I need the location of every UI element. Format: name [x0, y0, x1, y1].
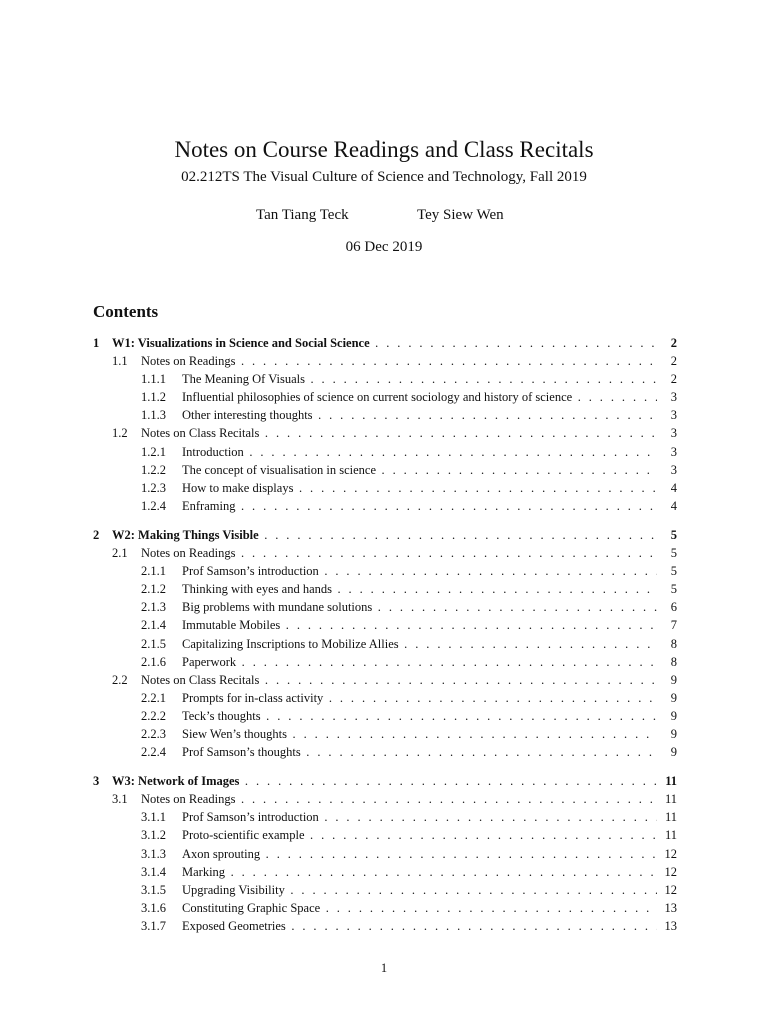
toc-entry-number: 3.1.4	[141, 864, 166, 879]
toc-entry-number: 1.2.3	[141, 480, 166, 495]
toc-subsubsection-entry[interactable]	[93, 653, 677, 671]
toc-entry-leader	[182, 899, 657, 917]
toc-entry-number: 2	[93, 527, 100, 542]
toc-entry-number: 1.2	[112, 426, 128, 441]
toc-entry-title: Prof Samson’s introduction	[182, 564, 319, 579]
toc-entry-number: 1.1.3	[141, 408, 166, 423]
toc-entry-number: 2.1.5	[141, 636, 166, 651]
toc-entry-leader	[182, 917, 657, 935]
toc-entry-leader	[182, 725, 657, 743]
toc-entry-number: 3.1.5	[141, 882, 166, 897]
toc-entry-title: Notes on Readings	[141, 546, 236, 561]
toc-entry-title: Thinking with eyes and hands	[182, 582, 332, 597]
author-name: Tey Siew Wen	[417, 207, 504, 223]
toc-subsubsection-entry[interactable]	[93, 580, 677, 598]
toc-entry-title: How to make displays	[182, 480, 294, 495]
toc-subsubsection-entry[interactable]	[93, 689, 677, 707]
toc-entry-page: 9	[670, 708, 677, 723]
toc-entry-leader	[141, 352, 657, 370]
contents-heading: Contents	[93, 302, 159, 321]
toc-entry-title: The concept of visualisation in science	[182, 462, 377, 477]
toc-subsubsection-entry[interactable]	[93, 388, 677, 406]
toc-entry-leader	[182, 443, 657, 461]
toc-entry-page: 7	[670, 618, 677, 633]
toc-subsection-entry[interactable]	[93, 352, 677, 370]
toc-entry-title: Proto-scientific example	[182, 828, 305, 843]
toc-entry-leader	[182, 808, 657, 826]
toc-subsubsection-entry[interactable]	[93, 443, 677, 461]
toc-entry-page: 12	[664, 864, 677, 879]
toc-entry-leader	[182, 406, 657, 424]
toc-entry-leader	[141, 671, 657, 689]
toc-entry-number: 2.1	[112, 546, 128, 561]
toc-entry-page: 4	[670, 480, 677, 495]
toc-entry-number: 2.1.2	[141, 582, 166, 597]
document-subtitle: 02.212TS The Visual Culture of Science and Technology, Fall 2019	[181, 169, 587, 185]
toc-entry-page: 5	[670, 564, 677, 579]
toc-entry-title: Notes on Class Recitals	[141, 426, 260, 441]
toc-entry-title: Prof Samson’s thoughts	[182, 745, 301, 760]
author-list	[0, 207, 768, 227]
toc-subsubsection-entry[interactable]	[93, 370, 677, 388]
toc-entry-number: 2.2.1	[141, 690, 166, 705]
toc-entry-page: 11	[664, 792, 677, 807]
author-name: Tan Tiang Teck	[256, 207, 349, 223]
toc-entry-title: Capitalizing Inscriptions to Mobilize Allies	[182, 636, 399, 651]
toc-subsubsection-entry[interactable]	[93, 743, 677, 761]
toc-entry-page: 12	[664, 882, 677, 897]
toc-entry-leader	[182, 461, 657, 479]
toc-subsubsection-entry[interactable]	[93, 899, 677, 917]
toc-entry-title: Introduction	[182, 444, 244, 459]
toc-entry-page: 11	[665, 774, 677, 789]
toc-entry-leader	[182, 479, 657, 497]
toc-entry-leader	[141, 544, 657, 562]
toc-entry-number: 2.2.4	[141, 745, 166, 760]
toc-entry-page: 5	[670, 546, 677, 561]
toc-subsection-entry[interactable]	[93, 544, 677, 562]
toc-entry-leader	[112, 526, 657, 544]
toc-entry-title: Constituting Graphic Space	[182, 900, 321, 915]
toc-subsubsection-entry[interactable]	[93, 406, 677, 424]
toc-entry-title: W2: Making Things Visible	[112, 527, 259, 542]
toc-entry-page: 8	[670, 654, 677, 669]
toc-entry-number: 2.2	[112, 672, 128, 687]
toc-entry-title: Immutable Mobiles	[182, 618, 281, 633]
toc-entry-page: 5	[670, 582, 677, 597]
toc-entry-leader	[182, 653, 657, 671]
toc-entry-title: Teck’s thoughts	[182, 708, 261, 723]
toc-entry-page: 3	[670, 408, 677, 423]
toc-entry-leader	[182, 580, 657, 598]
toc-entry-number: 2.1.1	[141, 564, 166, 579]
toc-section-entry[interactable]	[93, 772, 677, 790]
toc-entry-title: Other interesting thoughts	[182, 408, 313, 423]
toc-entry-title: Prompts for in-class activity	[182, 690, 324, 705]
toc-entry-title: Enframing	[182, 498, 236, 513]
toc-entry-leader	[182, 370, 657, 388]
toc-subsubsection-entry[interactable]	[93, 616, 677, 634]
toc-entry-title: Notes on Readings	[141, 792, 236, 807]
toc-entry-title: Exposed Geometries	[182, 918, 286, 933]
toc-entry-title: Notes on Class Recitals	[141, 672, 260, 687]
document-title: Notes on Course Readings and Class Recitals	[174, 137, 594, 162]
toc-subsubsection-entry[interactable]	[93, 725, 677, 743]
toc-subsection-entry[interactable]	[93, 424, 677, 442]
toc-entry-leader	[182, 826, 657, 844]
toc-entry-number: 1.1	[112, 354, 128, 369]
toc-entry-title: Notes on Readings	[141, 354, 236, 369]
toc-entry-page: 3	[670, 462, 677, 477]
toc-subsubsection-entry[interactable]	[93, 845, 677, 863]
toc-subsection-entry[interactable]	[93, 790, 677, 808]
toc-entry-page: 13	[664, 918, 677, 933]
page-number: 1	[380, 961, 388, 975]
toc-entry-number: 3.1.1	[141, 810, 166, 825]
toc-section-entry[interactable]	[93, 334, 677, 352]
toc-entry-title: Marking	[182, 864, 226, 879]
toc-entry-page: 9	[670, 690, 677, 705]
toc-entry-leader	[141, 424, 657, 442]
toc-entry-number: 1.1.1	[141, 372, 166, 387]
toc-subsubsection-entry[interactable]	[93, 479, 677, 497]
toc-entry-number: 3.1.3	[141, 846, 166, 861]
toc-entry-leader	[182, 497, 657, 515]
toc-entry-page: 11	[664, 828, 677, 843]
toc-entry-number: 3.1	[112, 792, 128, 807]
toc-subsubsection-entry[interactable]	[93, 826, 677, 844]
toc-entry-number: 1.2.1	[141, 444, 166, 459]
toc-entry-page: 2	[670, 354, 677, 369]
toc-entry-page: 3	[670, 390, 677, 405]
toc-entry-page: 8	[670, 636, 677, 651]
toc-entry-leader	[182, 863, 657, 881]
toc-entry-number: 3	[93, 774, 100, 789]
toc-subsubsection-entry[interactable]	[93, 598, 677, 616]
toc-entry-leader	[182, 881, 657, 899]
toc-entry-leader	[182, 616, 657, 634]
toc-entry-page: 2	[670, 336, 677, 350]
toc-subsubsection-entry[interactable]	[93, 497, 677, 515]
toc-entry-page: 5	[670, 527, 677, 542]
toc-section-entry[interactable]	[93, 526, 677, 544]
toc-entry-title: Influential philosophies of science on current sociology and history of science	[182, 390, 573, 405]
toc-entry-number: 2.1.4	[141, 618, 166, 633]
toc-entry-leader	[182, 388, 657, 406]
toc-subsubsection-entry[interactable]	[93, 635, 677, 653]
toc-entry-leader	[182, 707, 657, 725]
toc-entry-number: 3.1.2	[141, 828, 166, 843]
toc-entry-number: 2.1.6	[141, 654, 166, 669]
toc-entry-page: 3	[670, 444, 677, 459]
toc-entry-title: Axon sprouting	[182, 846, 261, 861]
toc-entry-page: 3	[670, 426, 677, 441]
toc-entry-number: 1.1.2	[141, 390, 166, 405]
toc-entry-page: 12	[664, 846, 677, 861]
toc-entry-title: Paperwork	[182, 654, 237, 669]
toc-entry-page: 9	[670, 726, 677, 741]
toc-entry-number: 1	[93, 336, 100, 350]
toc-entry-leader	[182, 562, 657, 580]
toc-entry-leader	[182, 635, 657, 653]
toc-entry-title: W3: Network of Images	[112, 774, 240, 789]
toc-entry-leader	[182, 845, 657, 863]
toc-subsubsection-entry[interactable]	[93, 707, 677, 725]
toc-entry-page: 2	[670, 372, 677, 387]
toc-entry-page: 4	[670, 498, 677, 513]
document-date: 06 Dec 2019	[345, 239, 423, 255]
toc-entry-title: Prof Samson’s introduction	[182, 810, 319, 825]
toc-entry-leader	[141, 790, 657, 808]
toc-entry-title: The Meaning Of Visuals	[182, 372, 305, 387]
toc-subsubsection-entry[interactable]	[93, 917, 677, 935]
toc-entry-number: 1.2.2	[141, 462, 166, 477]
toc-entry-leader	[182, 598, 657, 616]
toc-entry-page: 9	[670, 745, 677, 760]
toc-entry-number: 2.2.2	[141, 708, 166, 723]
toc-entry-page: 11	[664, 810, 677, 825]
toc-entry-page: 6	[670, 600, 677, 615]
toc-entry-number: 3.1.6	[141, 900, 166, 915]
toc-entry-title: W1: Visualizations in Science and Social Science	[112, 336, 370, 350]
toc-entry-title: Siew Wen’s thoughts	[182, 726, 288, 741]
table-of-contents	[93, 334, 677, 935]
toc-subsubsection-entry[interactable]	[93, 461, 677, 479]
toc-subsubsection-entry[interactable]	[93, 863, 677, 881]
toc-entry-page: 9	[670, 672, 677, 687]
toc-entry-number: 1.2.4	[141, 498, 166, 513]
toc-entry-number: 2.2.3	[141, 726, 166, 741]
toc-entry-number: 2.1.3	[141, 600, 166, 615]
toc-subsection-entry[interactable]	[93, 671, 677, 689]
toc-entry-leader	[112, 334, 657, 352]
toc-entry-number: 3.1.7	[141, 918, 166, 933]
toc-entry-title: Big problems with mundane solutions	[182, 600, 373, 615]
toc-entry-title: Upgrading Visibility	[182, 882, 285, 897]
toc-entry-leader	[112, 772, 657, 790]
toc-entry-leader	[182, 689, 657, 707]
toc-subsubsection-entry[interactable]	[93, 881, 677, 899]
toc-subsubsection-entry[interactable]	[93, 562, 677, 580]
toc-entry-page: 13	[664, 900, 677, 915]
toc-subsubsection-entry[interactable]	[93, 808, 677, 826]
toc-entry-leader	[182, 743, 657, 761]
